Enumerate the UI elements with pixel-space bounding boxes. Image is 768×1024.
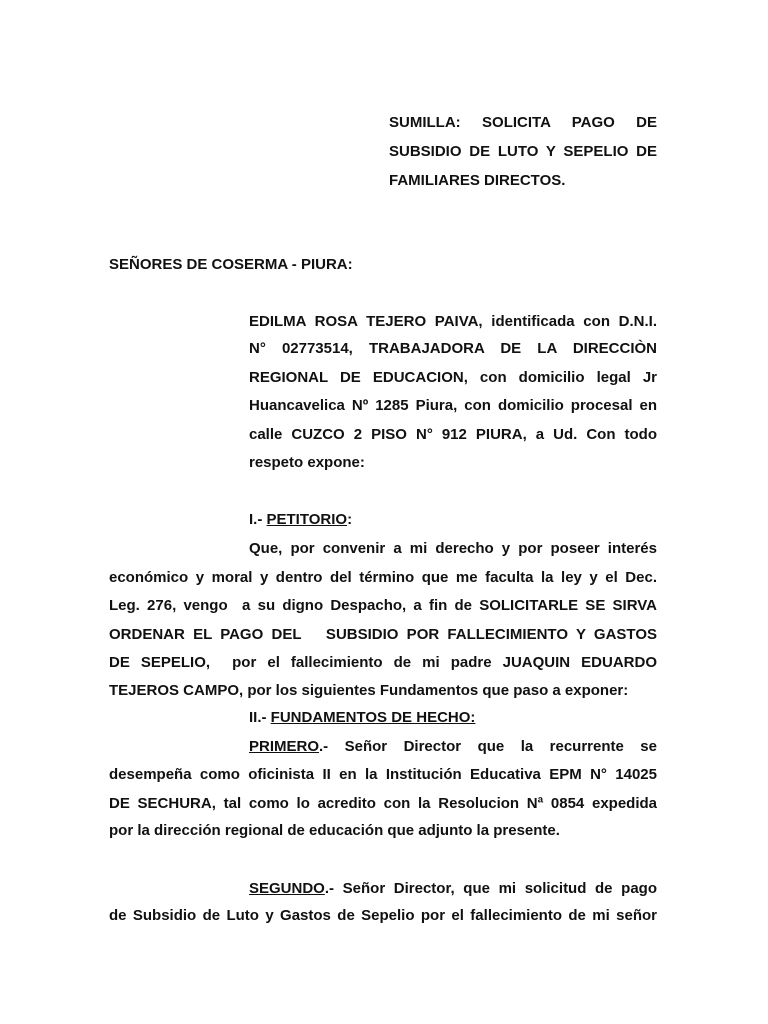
fundamentos-title: FUNDAMENTOS DE HECHO: [270, 709, 476, 726]
fundamentos-heading [249, 709, 475, 727]
primero-first-text: .- Señor Director que la recurrente se [319, 738, 657, 755]
sumilla-line: SUMILLA: SOLICITA PAGO DE [389, 114, 657, 131]
sumilla-line: FAMILIARES DIRECTOS. [389, 172, 566, 189]
segundo-label: SEGUNDO [249, 880, 325, 897]
petitorio-title: PETITORIO [266, 511, 348, 528]
petitorio-line: Que, por convenir a mi derecho y por poseer interés [249, 540, 657, 557]
segundo-first-line [249, 880, 657, 898]
segundo-line: de Subsidio de Luto y Gastos de Sepelio por el fallecimiento de mi señor [109, 907, 657, 924]
petitorio-line: económico y moral y dentro del término que me faculta la ley y el Dec. [109, 569, 657, 586]
petitorio-line: ORDENAR EL PAGO DEL SUBSIDIO POR FALLECIMIENTO Y GASTOS [109, 626, 657, 643]
primero-line: desempeña como oficinista II en la Institución Educativa EPM N° 14025 [109, 766, 657, 783]
petitorio-line: TEJEROS CAMPO, por los siguientes Fundamentos que paso a exponer: [109, 682, 629, 699]
addressee: SEÑORES DE COSERMA - PIURA: [109, 256, 353, 273]
petitorio-prefix: I.- [249, 511, 267, 528]
primero-line: por la dirección regional de educación que adjunto la presente. [109, 822, 560, 839]
segundo-first-text: .- Señor Director, que mi solicitud de pago [324, 880, 657, 897]
petitorio-line: DE SEPELIO, por el fallecimiento de mi padre JUAQUIN EDUARDO [109, 654, 657, 671]
intro-line: respeto expone: [249, 454, 365, 471]
intro-line: N° 02773514, TRABAJADORA DE LA DIRECCIÒN [249, 340, 657, 357]
intro-line: Huancavelica Nº 1285 Piura, con domicilio procesal en [249, 397, 657, 414]
petitorio-heading [249, 511, 352, 529]
sumilla-line: SUBSIDIO DE LUTO Y SEPELIO DE [389, 143, 657, 160]
intro-line: calle CUZCO 2 PISO N° 912 PIURA, a Ud. Con todo [249, 426, 657, 443]
fundamentos-prefix: II.- [249, 709, 271, 726]
primero-first-line [249, 738, 657, 756]
petitorio-suffix: : [347, 511, 353, 528]
petitorio-line: Leg. 276, vengo a su digno Despacho, a fin de SOLICITARLE SE SIRVA [109, 597, 657, 614]
intro-line: REGIONAL DE EDUCACION, con domicilio legal Jr [249, 369, 657, 386]
intro-line: EDILMA ROSA TEJERO PAIVA, identificada con D.N.I. [249, 313, 657, 330]
primero-label: PRIMERO [249, 738, 320, 755]
primero-line: DE SECHURA, tal como lo acredito con la Resolucion Nª 0854 expedida [109, 795, 657, 812]
